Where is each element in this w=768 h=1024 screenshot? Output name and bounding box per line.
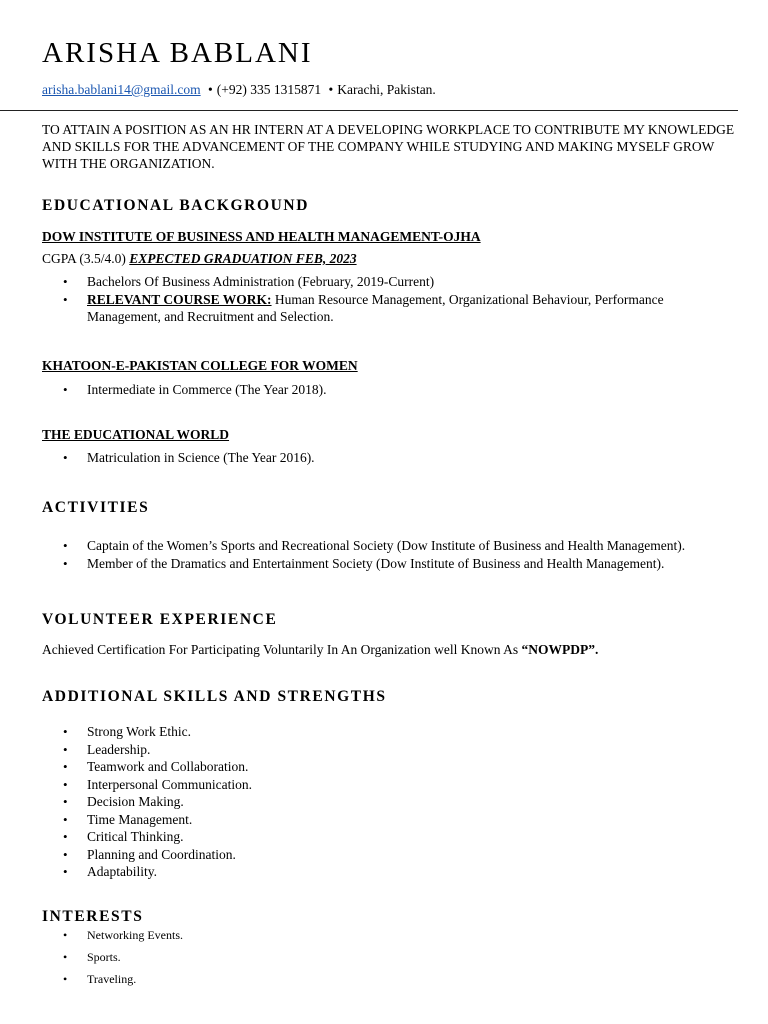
list-item: • Networking Events. [42,924,722,946]
list-item: • Time Management. [42,811,722,829]
separator-dot: • [328,82,334,97]
list-item: • Planning and Coordination. [42,846,722,864]
list-item: • Leadership. [42,741,722,759]
education-heading: EDUCATIONAL BACKGROUND [42,197,310,214]
phone-number: (+92) 335 1315871 [216,82,322,97]
objective-statement: TO ATTAIN A POSITION AS AN HR INTERN AT A DEVELOPING WORKPLACE TO CONTRIBUTE MY KNOWLEDGE AND SKILLS FOR THE ADVANCEMENT OF THE COMPANY WHILE STUDYING AND MAKING MYSELF GROW WITH THE ORGANIZATION. [42,122,735,171]
coursework-label: RELEVANT COURSE WORK: [87,291,272,307]
email-link[interactable]: arisha.bablani14@gmail.com [42,82,201,97]
activities-list [42,537,722,572]
list-item: • Traveling. [42,968,722,990]
list-item: • Member of the Dramatics and Entertainment Society (Dow Institute of Business and Health Management). [42,555,722,573]
interests-heading: INTERESTS [42,908,144,925]
header-divider [0,110,738,111]
list-item: • Adaptability. [42,863,722,881]
skills-heading: ADDITIONAL SKILLS AND STRENGTHS [42,688,387,705]
volunteer-text: Achieved Certification For Participating Voluntarily In An Organization well Known As “NOWPDP”. [42,642,599,657]
list-item: • Teamwork and Collaboration. [42,758,722,776]
degree-list [42,381,722,399]
contact-line [42,81,436,98]
list-item: • Interpersonal Communication. [42,776,722,794]
list-item: • Intermediate in Commerce (The Year 2018). [42,381,722,399]
institution-name: DOW INSTITUTE OF BUSINESS AND HEALTH MANAGEMENT-OJHA [42,229,481,244]
institution-name: KHATOON-E-PAKISTAN COLLEGE FOR WOMEN [42,358,358,373]
institution-name: THE EDUCATIONAL WORLD [42,427,230,442]
list-item: • Bachelors Of Business Administration (February, 2019-Current) [42,273,722,291]
list-item: • Captain of the Women’s Sports and Recreational Society (Dow Institute of Business and Health Management). [42,537,722,555]
list-item: • Critical Thinking. [42,828,722,846]
cgpa-value: CGPA (3.5/4.0) [42,251,126,266]
degree-list [42,449,722,467]
list-item: • Decision Making. [42,793,722,811]
list-item: • Sports. [42,946,722,968]
location: Karachi, Pakistan. [337,82,436,97]
coursework-text: Human Resource Management, Organizational Behaviour, Performance Management, and Recruitment and Selection. [87,291,664,324]
activities-heading: ACTIVITIES [42,499,150,516]
list-item: • Strong Work Ethic. [42,723,722,741]
candidate-name: ARISHA BABLANI [42,37,313,69]
list-item [42,291,722,326]
degree-list [42,273,722,326]
volunteer-heading: VOLUNTEER EXPERIENCE [42,611,278,628]
expected-graduation: EXPECTED GRADUATION FEB, 2023 [129,251,357,266]
skills-list [42,723,722,881]
interests-list [42,924,722,990]
volunteer-org: “NOWPDP”. [521,642,599,657]
cgpa-line [42,250,357,267]
separator-dot: • [208,82,213,97]
list-item: • Matriculation in Science (The Year 2016). [42,449,722,467]
